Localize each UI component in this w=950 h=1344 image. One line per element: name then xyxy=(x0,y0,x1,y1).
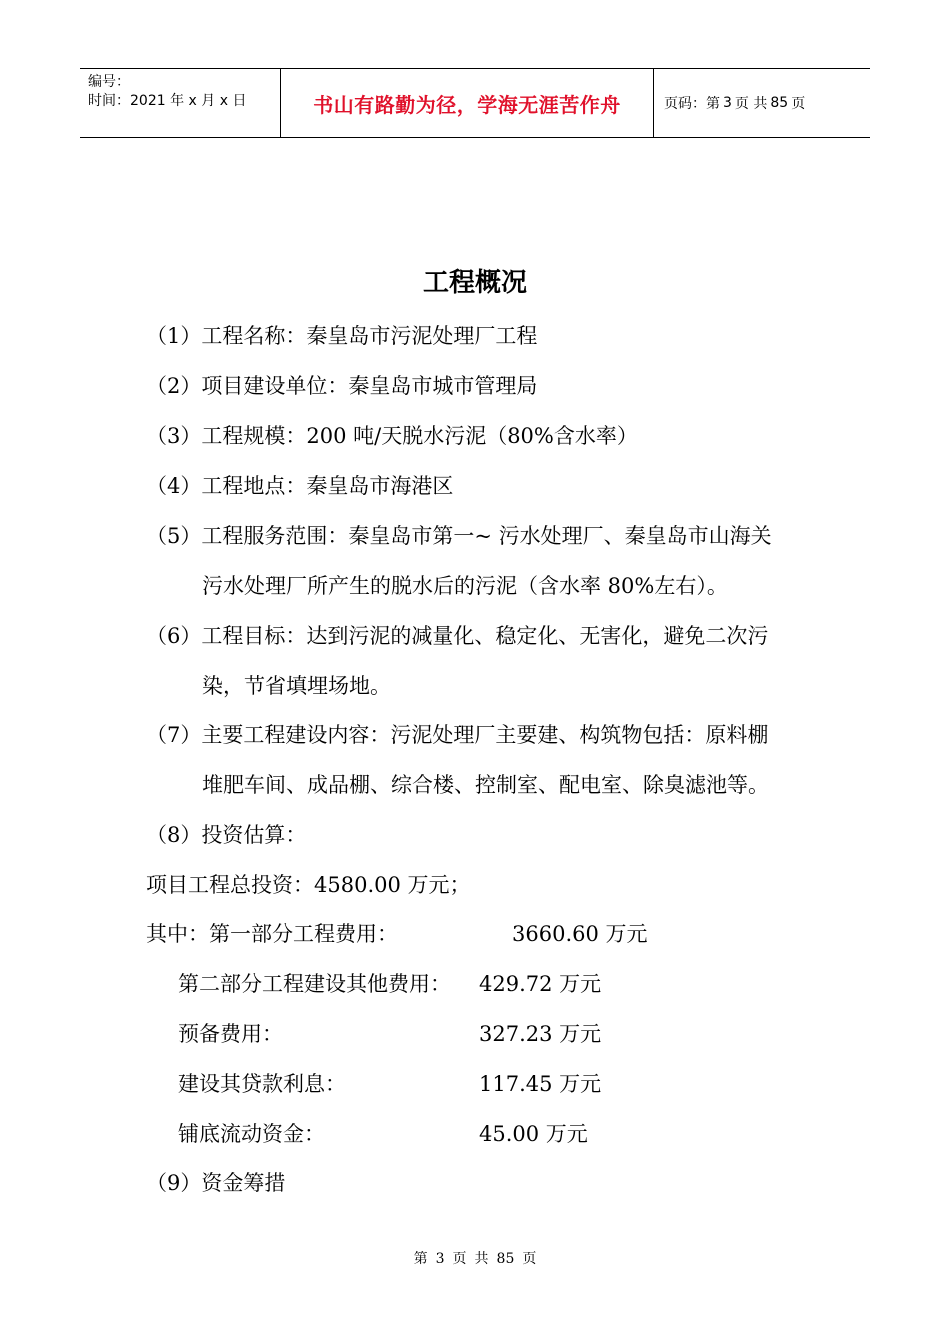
investment-label: 建设其贷款利息： xyxy=(178,1072,346,1096)
page-mid: 页 共 xyxy=(734,96,768,112)
page-footer xyxy=(0,1248,950,1268)
page-current: 3 xyxy=(723,95,732,111)
time-label: 时间：2021 年 x 月 x 日 xyxy=(88,93,247,109)
investment-row xyxy=(178,968,602,998)
investment-label: 其中：第一部分工程费用： xyxy=(146,922,398,946)
serial-label: 编号： xyxy=(88,74,130,90)
total-investment-line: 项目工程总投资：4580.00 万元； xyxy=(146,873,471,897)
investment-label: 第二部分工程建设其他费用： xyxy=(178,972,451,996)
header-page-number xyxy=(654,69,870,137)
footer-suffix: 页 xyxy=(522,1251,537,1267)
investment-label: 预备费用： xyxy=(178,1022,283,1046)
investment-value: 117.45 万元 xyxy=(479,1072,602,1096)
investment-value: 429.72 万元 xyxy=(479,972,602,996)
investment-value: 3660.60 万元 xyxy=(512,922,648,946)
item-line: （2）项目建设单位：秦皇岛市城市管理局 xyxy=(146,374,538,398)
item-line: （6）工程目标：达到污泥的减量化、稳定化、无害化，避免二次污 xyxy=(146,624,769,648)
page-suffix: 页 xyxy=(791,96,806,112)
footer-current: 3 xyxy=(435,1251,445,1267)
investment-value: 45.00 万元 xyxy=(479,1122,588,1146)
investment-row xyxy=(178,1118,588,1148)
footer-total: 85 xyxy=(496,1251,515,1267)
item-line: （8）投资估算： xyxy=(146,823,307,847)
item-line: （7）主要工程建设内容：污泥处理厂主要建、构筑物包括：原料棚 xyxy=(146,723,769,747)
item-line-continued: 污水处理厂所产生的脱水后的污泥（含水率 80%左右）。 xyxy=(202,574,728,598)
investment-label: 铺底流动资金： xyxy=(178,1122,325,1146)
page-total: 85 xyxy=(770,95,789,111)
investment-value: 327.23 万元 xyxy=(479,1022,602,1046)
footer-mid2: 共 xyxy=(474,1251,489,1267)
item-line: （9）资金筹措 xyxy=(146,1171,286,1195)
investment-row xyxy=(178,1018,602,1048)
investment-row xyxy=(146,918,648,948)
item-line: （1）工程名称：秦皇岛市污泥处理厂工程 xyxy=(146,324,538,348)
footer-mid1: 页 xyxy=(452,1251,467,1267)
header-motto: 书山有路勤为径，学海无涯苦作舟 xyxy=(281,69,654,137)
page-title: 工程概况 xyxy=(422,268,527,298)
item-line: （5）工程服务范围：秦皇岛市第一~ 污水处理厂、秦皇岛市山海关 xyxy=(146,524,772,548)
item-line: （4）工程地点：秦皇岛市海港区 xyxy=(146,474,454,498)
item-line-continued: 染，节省填埋场地。 xyxy=(202,674,391,698)
item-line: （3）工程规模：200 吨/天脱水污泥（80%含水率） xyxy=(146,424,638,448)
document-header xyxy=(80,68,870,138)
page-prefix: 页码：第 xyxy=(664,96,720,112)
header-meta xyxy=(80,69,281,137)
item-line-continued: 堆肥车间、成品棚、综合楼、控制室、配电室、除臭滤池等。 xyxy=(202,773,769,797)
investment-row xyxy=(178,1068,602,1098)
footer-prefix: 第 xyxy=(413,1251,428,1267)
